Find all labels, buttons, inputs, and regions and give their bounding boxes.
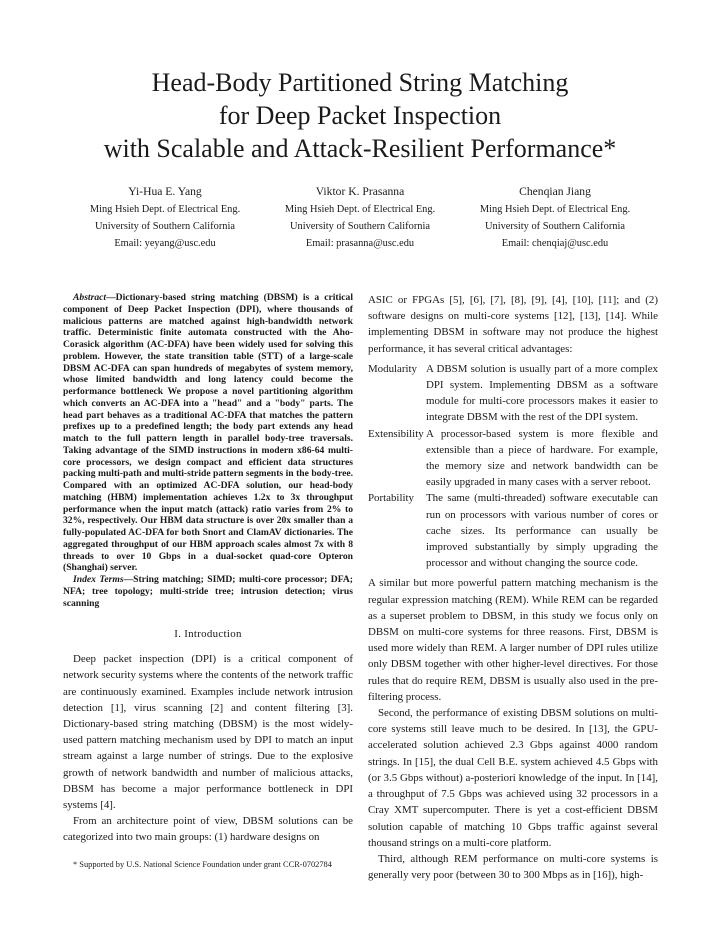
author-dept: Ming Hsieh Dept. of Electrical Eng.: [479, 204, 631, 215]
author-email: Email: yeyang@usc.edu: [114, 238, 216, 249]
intro-body: [63, 651, 353, 845]
index-terms-label: Index Terms: [73, 574, 124, 585]
paragraph: Deep packet inspection (DPI) is a critical component of network security systems where the contents of the network traffic are continuously examined. Examples include network intrusion detection [1], virus scanning [2] and content filtering [3]. Dictionary-based string matching (DBSM) is the most widely-used pattern matching mechanism used by DPI to match an input stream against a large number of strings. Due to the explosive growth of network bandwidth and number of malicious attacks, DBSM has become a major performance bottleneck in DPI systems [4].: [63, 653, 353, 812]
paragraph: A similar but more powerful pattern matching mechanism is the regular expression matching (REM). While REM can be regarded as a superset problem to DBSM, in this study we focus only on DBSM on multi-core systems for three reasons. First, DBSM is used more widely than REM. A larger number of DPI rules utilize only DBSM together with other higher-level directives. For those rules that do require REM, DBSM is usually also used in the pre-filtering process.: [368, 577, 658, 703]
advantage-item: [368, 361, 658, 426]
advantage-desc: The same (multi-threaded) software executable can run on processors with various number of cores or cache sizes. Its performance can usually be improved substantially by simply upgrading the processor and without changing the source code.: [426, 492, 658, 570]
section-heading: I. Introduction: [174, 628, 242, 641]
left-column: [63, 292, 353, 871]
author-name: Viktor K. Prasanna: [315, 185, 405, 198]
title-line: Head-Body Partitioned String Matching: [151, 68, 569, 97]
author-univ: University of Southern California: [95, 221, 235, 232]
paragraph: ASIC or FPGAs [5], [6], [7], [8], [9], [4], [10], [11]; and (2) software designs on multi-core systems [12], [13], [14]. While implementing DBSM in software may not produce the highest performance, it has several critical advantages:: [368, 294, 658, 355]
author-univ: University of Southern California: [290, 221, 430, 232]
author-email: Email: chenqiaj@usc.edu: [501, 238, 609, 249]
title-line: for Deep Packet Inspection: [218, 101, 502, 130]
advantage-term: Portability: [368, 492, 414, 505]
author-dept: Ming Hsieh Dept. of Electrical Eng.: [284, 204, 436, 215]
author-name: Yi-Hua E. Yang: [128, 185, 202, 198]
author-3: [450, 182, 660, 252]
advantage-desc: A processor-based system is more flexible and extensible than a piece of hardware. For example, the memory size and network bandwidth can be easily upgraded in many cases with a server reboot.: [426, 427, 658, 489]
advantage-item: [368, 490, 658, 571]
abstract-label: Abstract: [73, 292, 107, 303]
abstract-text: —Dictionary-based string matching (DBSM) is a critical component of Deep Packet Inspection (DPI), where thousands of malicious patterns are matched against high-bandwidth network traffic. Deterministic finite automata constructed with the Aho-Corasick algorithm (AC-DFA) have been widely used for solving this problem. However, the state transition table (STT) of a large-scale DBSM AC-DFA can span hundreds of megabytes of system memory, whose limited bandwidth and long latency could become the performance bottleneck We propose a novel partitioning algorithm which converts an AC-DFA into a "head" and a "body" parts. The head part behaves as a traditional AC-DFA that matches the pattern prefixes up to a predefined length; the body part extends any head match to the full pattern length in parallel body-tree traversals. Taking advantage of the SIMD instructions in modern x86-64 multi-core processors, we design compact and efficient data structures packing multi-path and multi-stride pattern segments in the body-tree. Compared with an optimized AC-DFA solution, our head-body matching (HBM) implementation achieves 1.2x to 3x throughput performance when the input match (attack) ratio varies from 2% to 32%, respectively. Our HBM data structure is over 20x smaller than a fully-populated AC-DFA for both Snort and ClamAV dictionaries. The aggregated throughput of our HBM approach scales almost 7x with 8 threads to over 10 Gbps in a dual-socket quad-core Opteron (Shanghai) server.: [63, 292, 353, 574]
author-name: Chenqian Jiang: [519, 185, 591, 198]
author-dept: Ming Hsieh Dept. of Electrical Eng.: [89, 204, 241, 215]
title-line: with Scalable and Attack-Resilient Performance*: [103, 134, 617, 163]
footnote: * Supported by U.S. National Science Foundation under grant CCR-0702784: [73, 859, 332, 869]
author-email: Email: prasanna@usc.edu: [305, 238, 415, 249]
advantage-term: Extensibility: [368, 427, 424, 440]
author-univ: University of Southern California: [485, 221, 625, 232]
paper-title: [40, 66, 680, 165]
abstract: [63, 292, 353, 609]
paragraph: Third, although REM performance on multi-core systems is generally very poor (between 30 to 300 Mbps as in [16]), high-: [368, 852, 658, 882]
paragraph: From an architecture point of view, DBSM solutions can be categorized into two main groups: (1) hardware designs on: [63, 815, 353, 844]
index-terms-text: —String matching; SIMD; multi-core processor; DFA; NFA; tree topology; multi-stride tree; intrusion detection; virus scanning: [63, 574, 353, 609]
advantages-list: [368, 361, 658, 572]
author-2: [255, 182, 465, 252]
advantage-item: [368, 426, 658, 491]
right-column: [368, 292, 658, 883]
advantage-term: Modularity: [368, 362, 418, 375]
advantage-desc: A DBSM solution is usually part of a more complex DPI system. Implementing DBSM as a software module for multi-core processors makes it easier to integrate DBSM with the rest of the DPI system.: [426, 362, 658, 424]
author-1: [60, 182, 270, 252]
paragraph: Second, the performance of existing DBSM solutions on multi-core systems still leave much to be desired. In [13], the GPU-accelerated solution achieved 2.3 Gbps against 4000 random strings. In [15], the dual Cell B.E. system achieved 4.5 Gbps with (or 3.5 Gbps without) a-posteriori knowledge of the input. In [14], a throughput of 7.5 Gbps was achieved using 32 processors in a Cray XMT supercomputer. There is yet a cost-efficient DBSM solution capable of matching 10 Gbps traffic against several thousand strings on a multi-core platform.: [368, 707, 658, 849]
